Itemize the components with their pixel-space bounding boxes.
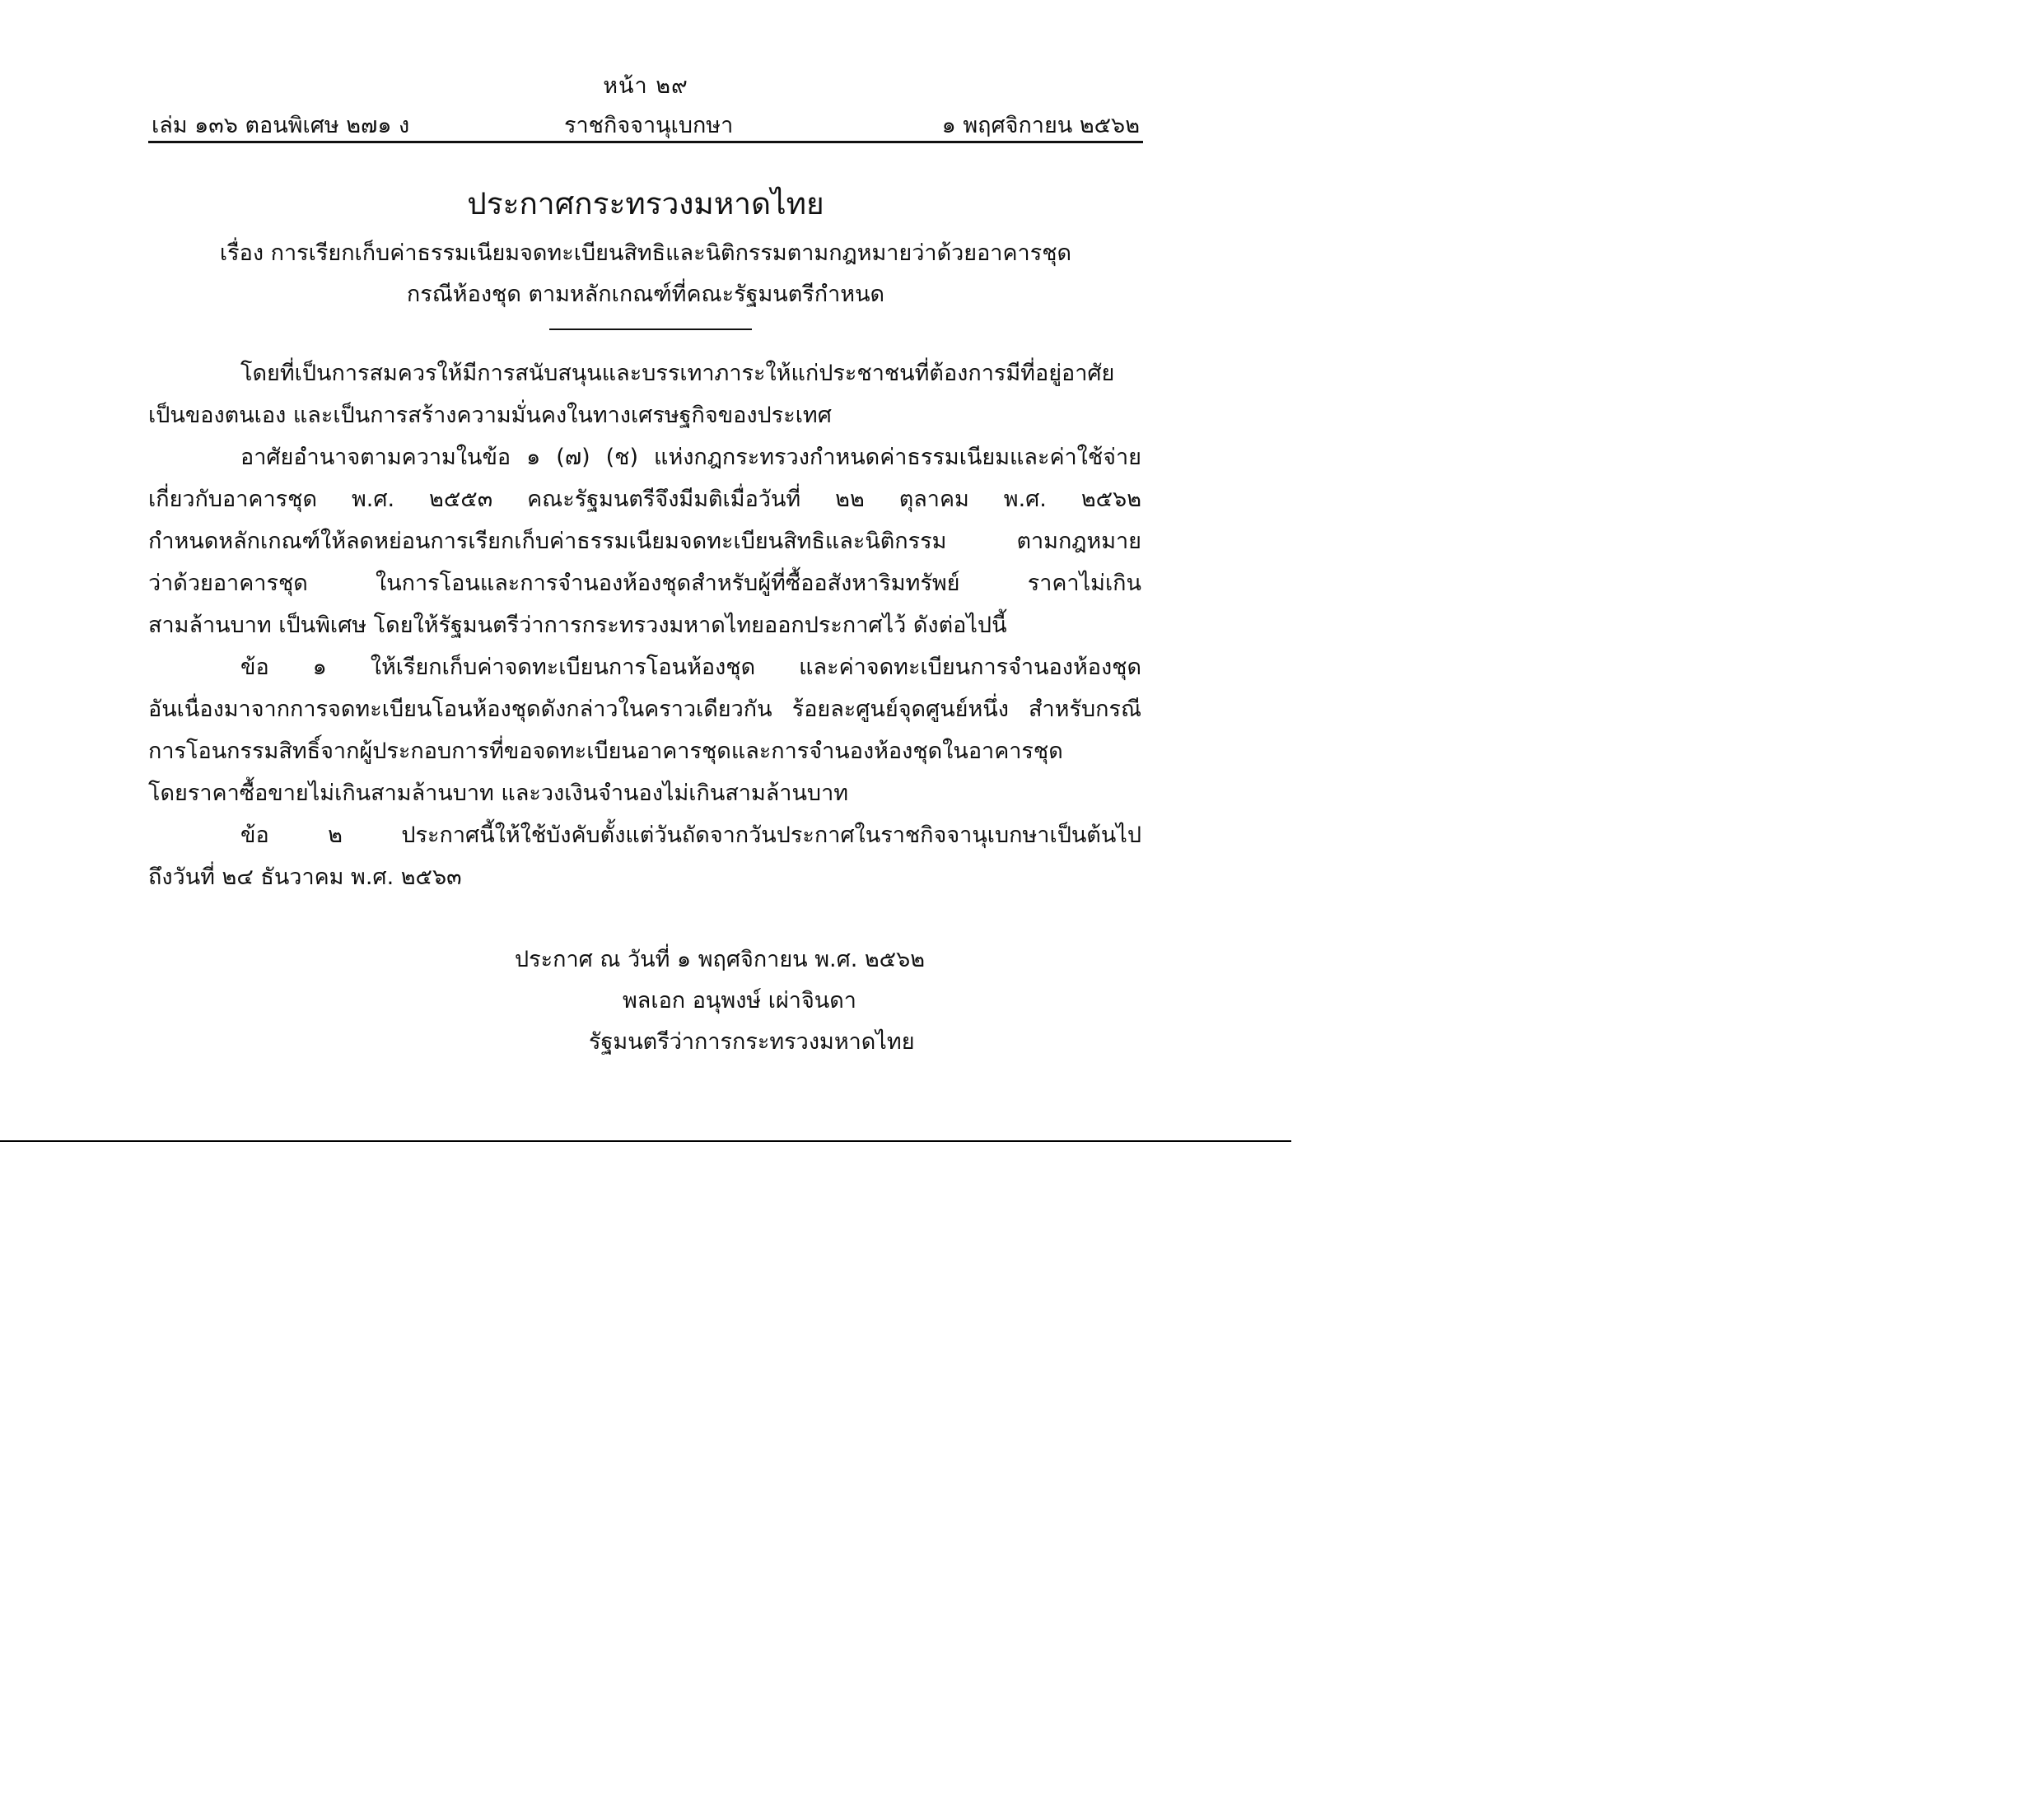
- body-line: ข้อ ๒ ประกาศนี้ให้ใช้บังคับตั้งแต่วันถัดจากวันประกาศในราชกิจจานุเบกษาเป็นต้นไป: [240, 822, 1141, 848]
- gazette-name: ราชกิจจานุเบกษา: [564, 113, 734, 138]
- body-line: โดยที่เป็นการสมควรให้มีการสนับสนุนและบรรเทาภาระให้แก่ประชาชนที่ต้องการมีที่อยู่อาศัย: [240, 361, 1115, 386]
- paragraph-preamble: [148, 352, 1141, 436]
- body-line: อันเนื่องมาจากการจดทะเบียนโอนห้องชุดดังกล่าวในคราวเดียวกัน ร้อยละศูนย์จุดศูนย์หนึ่ง สำหรับกรณี: [148, 697, 1141, 722]
- paragraph-authority: [148, 436, 1141, 646]
- header-divider: [148, 141, 1143, 143]
- issue-date: ๑ พฤศจิกายน ๒๕๖๒: [941, 113, 1140, 138]
- body-line: ข้อ ๑ ให้เรียกเก็บค่าจดทะเบียนการโอนห้องชุด และค่าจดทะเบียนการจำนองห้องชุด: [240, 655, 1141, 680]
- body-line: โดยราคาซื้อขายไม่เกินสามล้านบาท และวงเงินจำนองไม่เกินสามล้านบาท: [148, 781, 849, 806]
- body-line: การโอนกรรมสิทธิ์จากผู้ประกอบการที่ขอจดทะเบียนอาคารชุดและการจำนองห้องชุดในอาคารชุด: [148, 739, 1063, 764]
- signature-block: [461, 939, 1038, 1063]
- body-line: ว่าด้วยอาคารชุด ในการโอนและการจำนองห้องชุดสำหรับผู้ที่ซื้ออสังหาริมทรัพย์ ราคาไม่เกิน: [148, 571, 1141, 596]
- subject-line: เรื่อง การเรียกเก็บค่าธรรมเนียมจดทะเบียนสิทธิและนิติกรรมตามกฎหมายว่าด้วยอาคารชุด: [219, 240, 1072, 266]
- body-line: อาศัยอำนาจตามความในข้อ ๑ (๗) (ช) แห่งกฎกระทรวงกำหนดค่าธรรมเนียมและค่าใช้จ่าย: [240, 445, 1141, 470]
- body-line: กำหนดหลักเกณฑ์ให้ลดหย่อนการเรียกเก็บค่าธรรมเนียมจดทะเบียนสิทธิและนิติกรรม ตามกฎหมาย: [148, 529, 1141, 554]
- title-divider: [549, 329, 752, 330]
- document-title: ประกาศกระทรวงมหาดไทย: [467, 186, 824, 221]
- document-page: [0, 0, 1291, 1142]
- document-subject: [0, 233, 1291, 315]
- body-line: สามล้านบาท เป็นพิเศษ โดยให้รัฐมนตรีว่าการกระทรวงมหาดไทยออกประกาศไว้ ดังต่อไปนี้: [148, 613, 1007, 638]
- signatory-position: รัฐมนตรีว่าการกระทรวงมหาดไทย: [589, 1029, 915, 1055]
- body-line: ถึงวันที่ ๒๔ ธันวาคม พ.ศ. ๒๕๖๓: [148, 864, 462, 890]
- signatory-name: พลเอก อนุพงษ์ เผ่าจินดา: [623, 988, 856, 1014]
- page-number: หน้า ๒๙: [603, 73, 688, 99]
- paragraph-clause-1: [148, 646, 1141, 814]
- document-body: [148, 352, 1141, 898]
- body-line: เป็นของตนเอง และเป็นการสร้างความมั่นคงในทางเศรษฐกิจของประเทศ: [148, 403, 832, 428]
- volume-issue: เล่ม ๑๓๖ ตอนพิเศษ ๒๗๑ ง: [152, 113, 410, 138]
- gazette-header: [148, 107, 1143, 138]
- subject-line: กรณีห้องชุด ตามหลักเกณฑ์ที่คณะรัฐมนตรีกำหนด: [406, 282, 885, 307]
- body-line: เกี่ยวกับอาคารชุด พ.ศ. ๒๕๕๓ คณะรัฐมนตรีจึงมีมติเมื่อวันที่ ๒๒ ตุลาคม พ.ศ. ๒๕๖๒: [148, 487, 1141, 512]
- paragraph-clause-2: [148, 814, 1141, 898]
- announcement-date: ประกาศ ณ วันที่ ๑ พฤศจิกายน พ.ศ. ๒๕๖๒: [515, 947, 926, 972]
